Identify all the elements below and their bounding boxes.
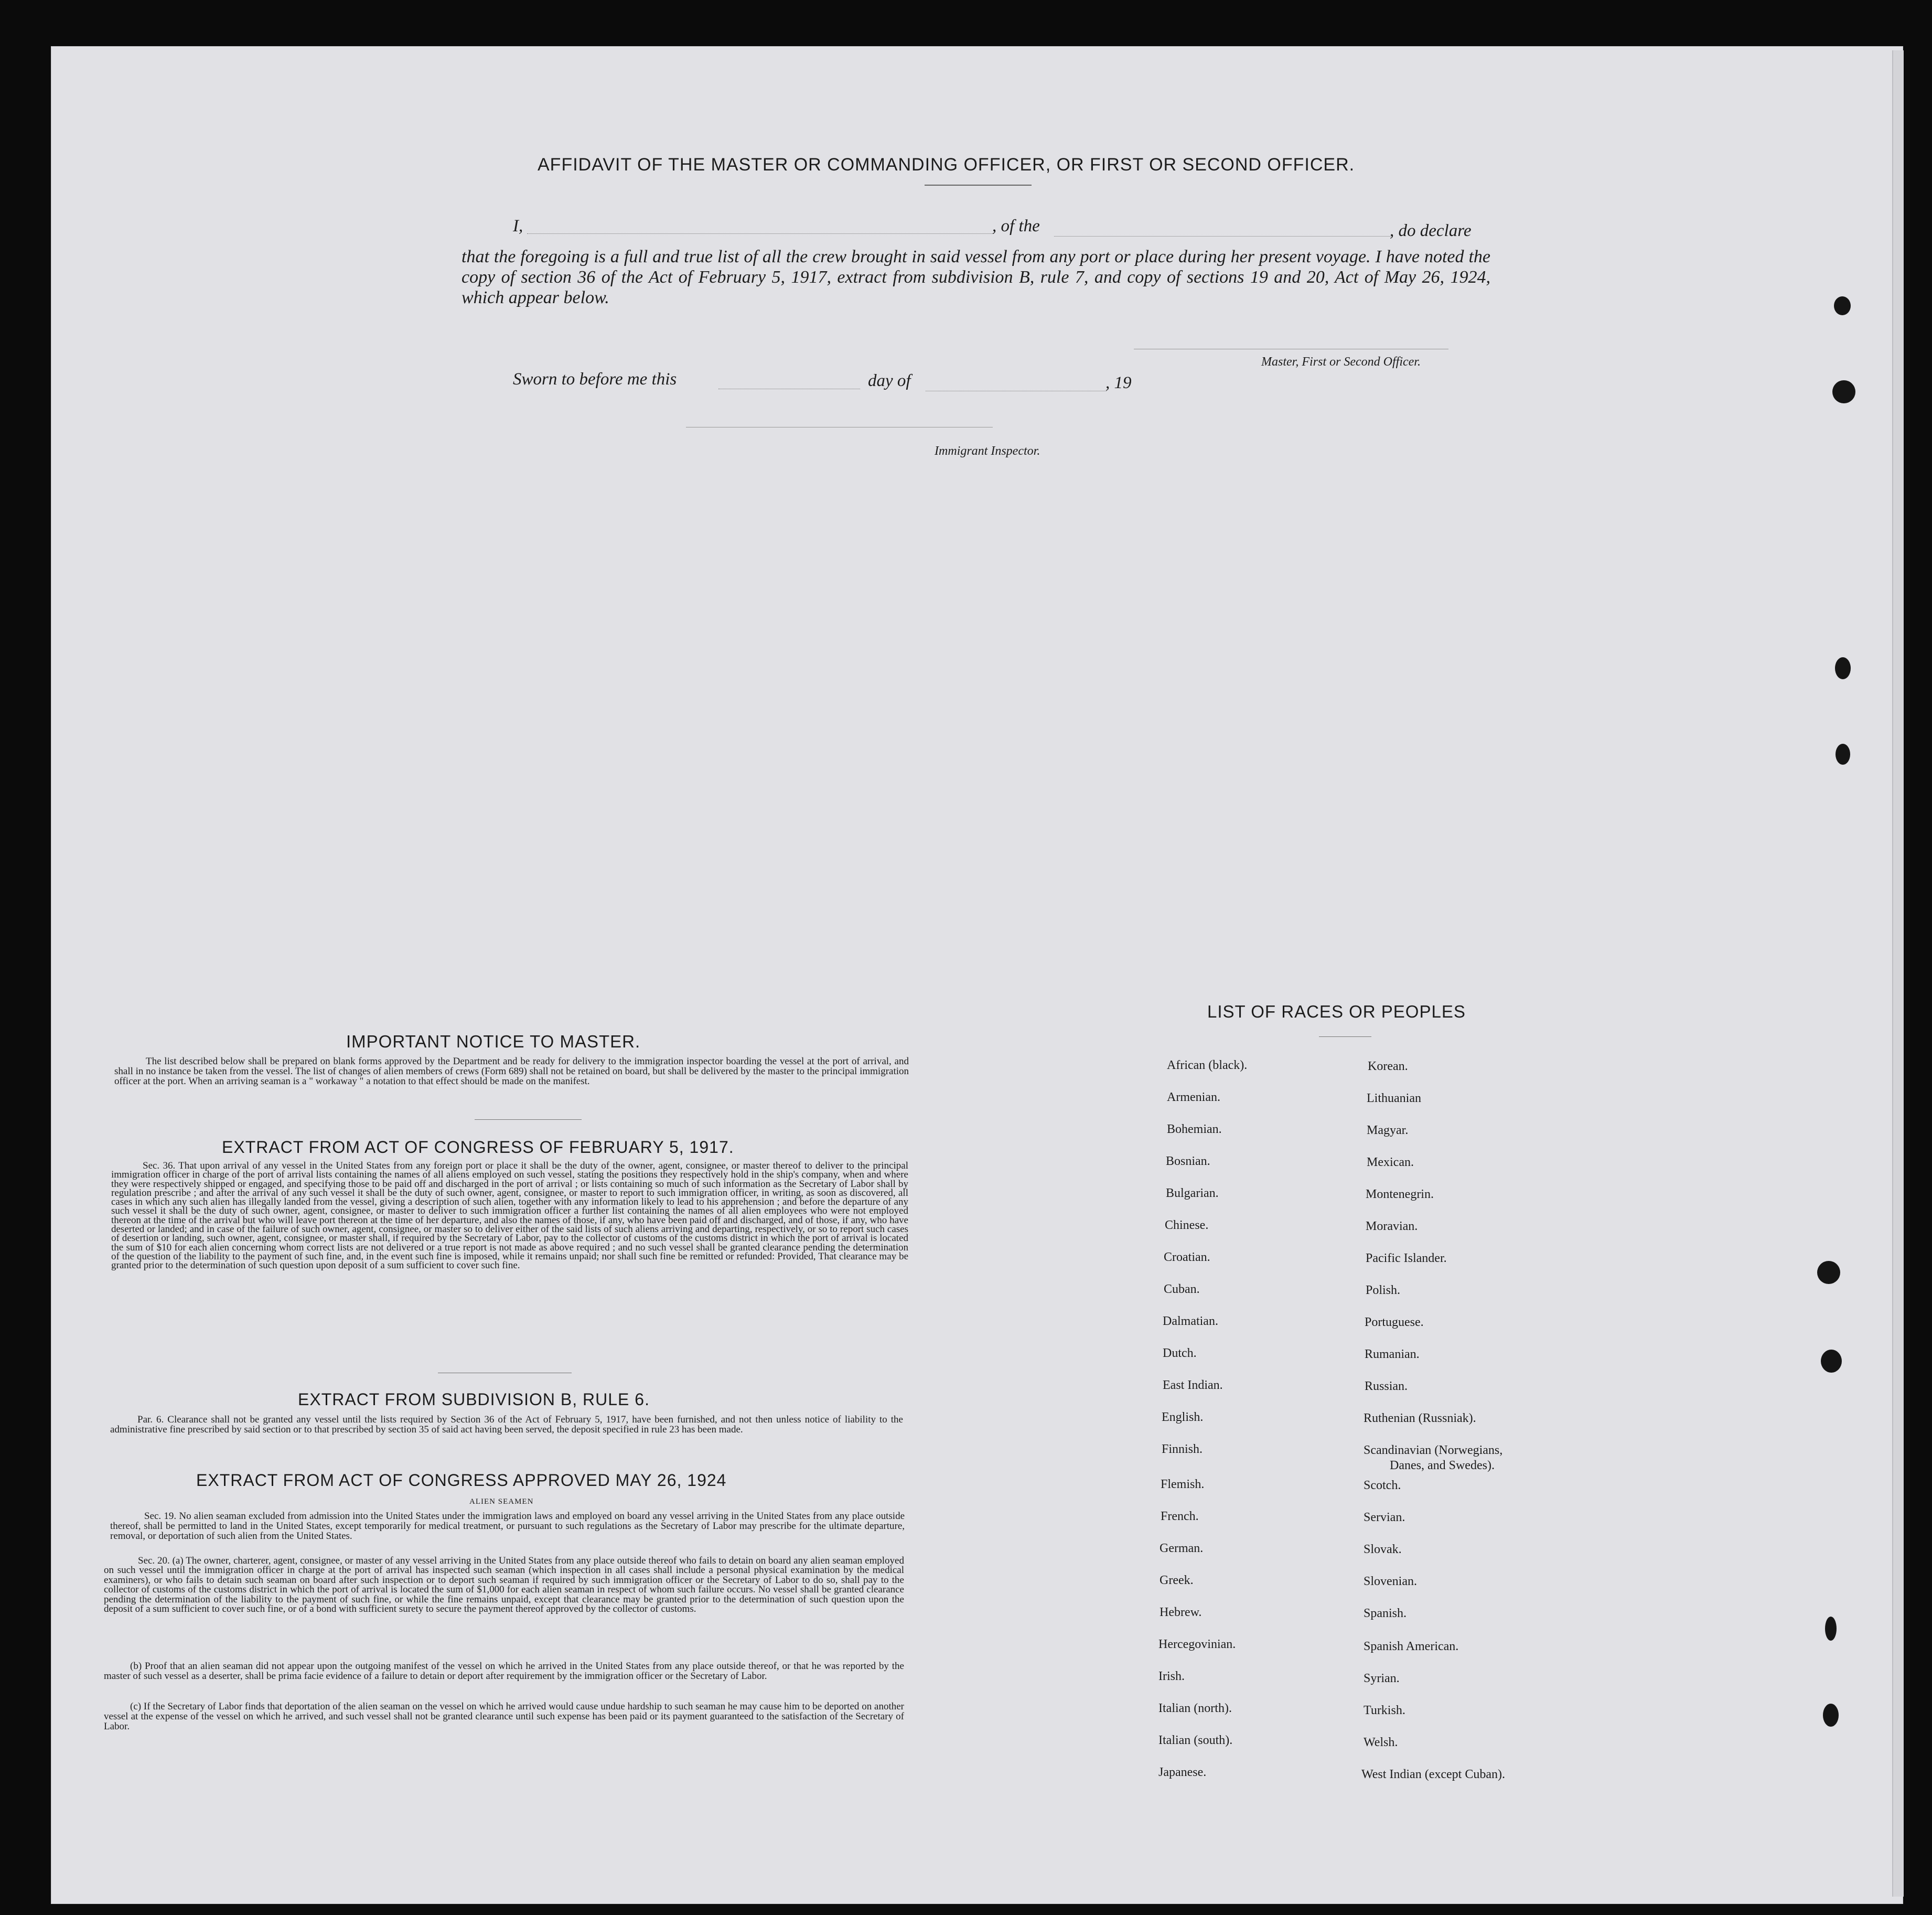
race-item: Spanish American. — [1364, 1640, 1459, 1653]
race-item: Syrian. — [1364, 1672, 1400, 1685]
affidavit-i-label: I, — [513, 217, 523, 236]
race-item: Lithuanian — [1367, 1092, 1421, 1105]
race-item: English. — [1162, 1410, 1204, 1424]
binder-hole — [1817, 1261, 1840, 1284]
divider — [925, 185, 1032, 186]
race-item: East Indian. — [1163, 1378, 1223, 1392]
year-label: , 19 — [1105, 373, 1132, 392]
binder-hole — [1836, 744, 1850, 765]
race-item: Korean. — [1368, 1060, 1408, 1073]
divider — [475, 1119, 582, 1120]
race-item: Mexican. — [1367, 1156, 1414, 1169]
race-item: Polish. — [1366, 1283, 1401, 1297]
vessel-blank[interactable] — [1054, 236, 1392, 237]
race-item: Finnish. — [1162, 1442, 1203, 1456]
extract-1924-sec20c: (c) If the Secretary of Labor finds that deportation of the alien seaman on the vessel on which he arrived would cause undue hardship to such seaman he may cause him to be deported on another vessel at the expense of the vessel on which he arrived, and such vessel shall not be granted clearance until such expense has been paid or its payment guaranteed to the satisfaction of the Secretary of Labor. — [104, 1701, 904, 1732]
binder-hole — [1825, 1617, 1837, 1641]
extract-rule6-title: EXTRACT FROM SUBDIVISION B, RULE 6. — [298, 1390, 650, 1409]
race-item: Pacific Islander. — [1366, 1251, 1447, 1265]
race-item: Danes, and Swedes). — [1390, 1459, 1495, 1472]
binder-hole — [1821, 1350, 1842, 1373]
document-page — [51, 46, 1903, 1904]
race-item: Bohemian. — [1167, 1122, 1222, 1136]
race-item: West Indian (except Cuban). — [1361, 1768, 1505, 1781]
binder-hole — [1832, 380, 1855, 403]
sworn-label: Sworn to before me this — [513, 370, 677, 389]
race-item: Chinese. — [1165, 1218, 1209, 1232]
master-caption: Master, First or Second Officer. — [1261, 355, 1421, 369]
extract-1917-title: EXTRACT FROM ACT OF CONGRESS OF FEBRUARY 5, 1917. — [222, 1138, 734, 1157]
extract-1924-sec19: Sec. 19. No alien seaman excluded from admission into the United States under the immigration laws and employed on board any vessel arriving in the United States from any place outside thereof, shall be permitted to land in the United States, except temporarily for medical treatment, or pursuant to such regulations as the Secretary of Labor may prescribe for the ultimate departure, removal, or deportation of such alien from the United States. — [110, 1511, 905, 1542]
notice-title: IMPORTANT NOTICE TO MASTER. — [346, 1032, 641, 1051]
race-item: Italian (north). — [1158, 1702, 1232, 1715]
affidavit-body: that the foregoing is a full and true list of all the crew brought in said vessel from any port or place during her present voyage. I have noted the copy of section 36 of the Act of February 5, 1917, extract from subdivision B, rule 7, and copy of sections 19 and 20, Act of May 26, 1924, which appear below. — [461, 247, 1490, 307]
day-of-label: day of — [868, 371, 911, 390]
page-edge — [1892, 50, 1904, 1897]
extract-1924-sec20a: Sec. 20. (a) The owner, charterer, agent, consignee, or master of any vessel arriving in the United States from any place outside thereof who fails to detain on board any alien seaman employed on such vessel until the immigration officer in charge at the port of arrival has inspected such seaman (which inspection in all cases shall include a personal physical examination by the medical examiners), or who fails to detain such seaman on board after such inspection or to deport such seaman if required by such immigration officer or the Secretary of Labor to do so, shall pay to the collector of customs of the customs district in which the port of arrival is located the sum of $1,000 for each alien seaman in respect of whom such failure occurs. No vessel shall be granted clearance pending the determination of the liability to the payment of such fine, or while the fine remains unpaid, except that clearance may be granted prior to the determination of such question upon the deposit of a sum sufficient to cover such fine, or of a bond with sufficient surety to secure the payment thereof approved by the collector of customs. — [104, 1555, 904, 1615]
race-item: Scotch. — [1364, 1479, 1401, 1492]
race-item: Dalmatian. — [1163, 1314, 1218, 1328]
race-item: Cuban. — [1164, 1282, 1200, 1296]
race-item: Ruthenian (Russniak). — [1364, 1411, 1476, 1425]
binder-hole — [1834, 296, 1851, 315]
race-item: Greek. — [1160, 1574, 1194, 1587]
races-title: LIST OF RACES OR PEOPLES — [1207, 1002, 1466, 1021]
race-item: Bulgarian. — [1166, 1186, 1219, 1200]
race-item: Armenian. — [1167, 1090, 1220, 1104]
notice-text: The list described below shall be prepared on blank forms approved by the Department and be ready for delivery to the immigration inspector boarding the vessel at the port of arrival, and shall in no instance be taken from the vessel. The list of changes of alien members of crews (Form 689) shall not be retained on board, but shall be delivered by the master to the principal immigration officer at the port. When an arriving seaman is a " workaway " a notation to that effect should be made on the manifest. — [114, 1056, 909, 1087]
affidavit-title: AFFIDAVIT OF THE MASTER OR COMMANDING OFFICER, OR FIRST OR SECOND OFFICER. — [538, 155, 1355, 175]
race-item: Croatian. — [1164, 1250, 1210, 1264]
race-item: Scandinavian (Norwegians, — [1364, 1443, 1503, 1457]
race-item: Turkish. — [1364, 1704, 1405, 1717]
race-item: Welsh. — [1364, 1736, 1398, 1749]
race-item: Flemish. — [1161, 1478, 1205, 1491]
race-item: Dutch. — [1163, 1346, 1197, 1360]
race-item: French. — [1161, 1510, 1199, 1523]
race-item: Slovenian. — [1364, 1575, 1417, 1588]
race-item: Bosnian. — [1166, 1154, 1210, 1168]
race-item: Rumanian. — [1365, 1347, 1420, 1361]
divider — [1319, 1036, 1371, 1037]
binder-hole — [1823, 1704, 1839, 1727]
extract-1924-sec20b: (b) Proof that an alien seaman did not appear upon the outgoing manifest of the vessel on which he arrived in the United States from any place outside thereof, or that he was reported by the master of such vessel as a deserter, shall be prima facie evidence of a failure to detain or deport after requirement by the immigration officer or the Secretary of Labor. — [104, 1661, 904, 1682]
extract-1924-title: EXTRACT FROM ACT OF CONGRESS APPROVED MAY 26, 1924 — [196, 1471, 727, 1490]
race-item: African (black). — [1167, 1058, 1248, 1072]
race-item: Montenegrin. — [1366, 1187, 1434, 1201]
inspector-caption: Immigrant Inspector. — [935, 444, 1040, 458]
race-item: Portuguese. — [1365, 1315, 1424, 1329]
extract-1924-subtitle: ALIEN SEAMEN — [469, 1497, 534, 1506]
race-item: German. — [1160, 1542, 1204, 1555]
race-item: Irish. — [1158, 1670, 1185, 1683]
race-item: Hercegovinian. — [1158, 1638, 1236, 1651]
extract-rule6-text: Par. 6. Clearance shall not be granted any vessel until the lists required by Section 36 of the Act of February 5, 1917, have been furnished, and not then unless notice of liability to the administrative fine prescribed by said section or to that prescribed by section 35 of said act having been served, the deposit specified in rule 23 has been made. — [110, 1414, 903, 1435]
race-item: Slovak. — [1364, 1543, 1402, 1556]
binder-hole — [1835, 657, 1851, 679]
race-item: Hebrew. — [1160, 1606, 1202, 1619]
affidavit-do-declare-label: , do declare — [1390, 221, 1472, 240]
race-item: Servian. — [1364, 1511, 1405, 1524]
race-item: Moravian. — [1366, 1219, 1418, 1233]
race-item: Italian (south). — [1158, 1734, 1233, 1747]
extract-1917-text: Sec. 36. That upon arrival of any vessel in the United States from any foreign port or place it shall be the duty of the owner, agent, consignee, or master thereof to deliver to the principal immigration officer in charge of the port of arrival lists containing the names of all aliens employed on such vessel, stating the positions they respectively hold in the ship's company, when and where they were respectively shipped or engaged, and specifying those to be paid off and discharged in the port of arrival ; or lists containing so much of such information as the Secretary of Labor shall by regulation prescribe ; and after the arrival of any such vessel it shall be the duty of such owner, agent, consignee, or master to report to such immigration officer, in writing, as soon as discovered, all cases in which any such alien has illegally landed from the vessel, giving a description of such alien, together with any information likely to lead to his apprehension ; and before the departure of any such vessel it shall be the duty of such owner, agent, consignee, or master to deliver to such immigration officer a further list containing the names of all alien employees who were not employed thereon at the time of the arrival but who will leave port thereon at the time of her departure, and also the names of those, if any, who have been paid off and discharged, and of those, if any, who have deserted or landed; and in case of the failure of such owner, agent, consignee, or master so to deliver either of the said lists of such aliens arriving and departing, respectively, or so to report such cases of desertion or landing, such owner, agent, consignee, or master shall, if required by the Secretary of Labor, pay to the collector of customs of the customs district in which the port of arrival is located the sum of $10 for each alien concerning whom correct lists are not delivered or a true report is not made as above required ; and no such vessel shall be granted clearance pending the determination of the question of the liability to the payment of such fine, and, in the event such fine is imposed, while it remains unpaid; nor shall such fine be remitted or refunded: Provided, That clearance may be granted prior to the determination of such question upon deposit of a sum sufficient to cover such fine. — [111, 1160, 908, 1271]
race-item: Russian. — [1365, 1379, 1408, 1393]
name-blank[interactable] — [527, 233, 994, 234]
race-item: Japanese. — [1158, 1766, 1207, 1779]
affidavit-of-the-label: , of the — [992, 217, 1040, 236]
race-item: Magyar. — [1367, 1124, 1409, 1137]
race-item: Spanish. — [1364, 1607, 1407, 1620]
